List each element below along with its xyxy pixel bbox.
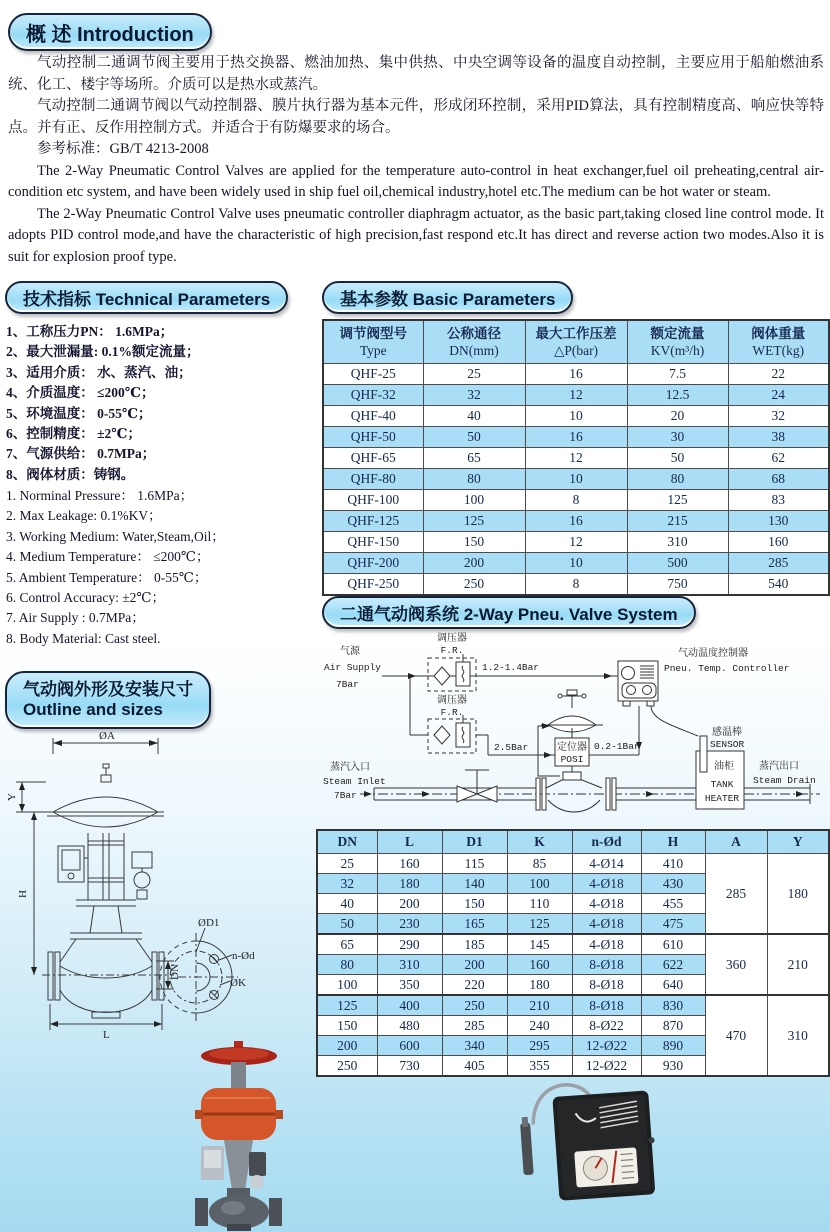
- table-row: [317, 995, 829, 1016]
- svg-text:ØA: ØA: [99, 730, 115, 742]
- svg-text:F.R.: F.R.: [440, 707, 464, 718]
- svg-text:气动温度控制器: 气动温度控制器: [678, 648, 748, 659]
- table-cell: 83: [728, 490, 829, 511]
- table-cell: 68: [728, 469, 829, 490]
- valve-product-photo: [183, 1040, 295, 1232]
- column-header: 公称通径 DN(mm): [423, 320, 525, 364]
- parameter-item: 8、阀体材质：铸钢。: [6, 466, 135, 482]
- section-title-cn: 气动阀外形及安装尺寸: [23, 679, 193, 699]
- table-cell: 430: [641, 874, 705, 894]
- svg-text:感温棒: 感温棒: [712, 727, 742, 738]
- table-cell: 470: [705, 995, 767, 1076]
- table-cell: 180: [767, 854, 829, 935]
- table-row: [323, 553, 829, 574]
- table-cell: 20: [627, 406, 728, 427]
- table-cell: 16: [525, 511, 627, 532]
- column-header: DN: [317, 830, 377, 854]
- column-header: D1: [442, 830, 507, 854]
- table-cell: 250: [423, 574, 525, 596]
- table-cell: 610: [641, 934, 705, 955]
- table-cell: 830: [641, 995, 705, 1016]
- table-cell: 500: [627, 553, 728, 574]
- valve-photo-illustration: [195, 1041, 283, 1231]
- controller-photo-illustration: [518, 1079, 659, 1203]
- table-cell: 8: [525, 490, 627, 511]
- svg-text:油柜: 油柜: [714, 761, 734, 772]
- table-cell: 215: [627, 511, 728, 532]
- table-cell: 32: [317, 874, 377, 894]
- tech-list-cn: [6, 322, 320, 485]
- table-cell: 4-Ø18: [572, 934, 641, 955]
- table-cell: QHF-50: [323, 427, 423, 448]
- svg-text:调压器: 调压器: [437, 633, 467, 644]
- table-cell: 180: [507, 975, 572, 996]
- svg-text:POSI: POSI: [560, 754, 584, 765]
- table-cell: QHF-250: [323, 574, 423, 596]
- section-title: 技术指标 Technical Parameters: [23, 290, 271, 309]
- table-cell: 12: [525, 385, 627, 406]
- filter-regulator-2-icon: [428, 715, 476, 753]
- table-cell: 4-Ø18: [572, 914, 641, 935]
- intro-paragraph-cn-2: 气动控制二通调节阀以气动控制器、膜片执行器为基本元件，形成闭环控制，采用PID算法，具有控制精度高、响应快等特点。并有正、反作用控制方式。并适合于有防爆要求的场合。: [8, 98, 824, 136]
- table-cell: 4-Ø14: [572, 854, 641, 874]
- column-header: Y: [767, 830, 829, 854]
- table-cell: 200: [442, 955, 507, 975]
- column-header: H: [641, 830, 705, 854]
- valve-system-diagram: [322, 628, 830, 828]
- parameter-item: 4、介质温度： ≤200℃；: [6, 385, 155, 401]
- section-header-introduction: [8, 13, 212, 51]
- svg-text:7Bar: 7Bar: [336, 679, 359, 690]
- table-cell: 600: [377, 1036, 442, 1056]
- table-cell: 16: [525, 427, 627, 448]
- table-cell: 930: [641, 1056, 705, 1077]
- table-cell: 38: [728, 427, 829, 448]
- svg-text:ØD1: ØD1: [198, 917, 220, 929]
- svg-text:气源: 气源: [340, 646, 360, 657]
- tech-list-en: [6, 486, 320, 649]
- table-cell: 10: [525, 406, 627, 427]
- table-cell: 180: [377, 874, 442, 894]
- column-header: K: [507, 830, 572, 854]
- table-cell: 480: [377, 1016, 442, 1036]
- temp-controller-photo: [498, 1078, 670, 1218]
- header-row: [323, 320, 829, 364]
- parameter-item: 5、环境温度： 0-55℃；: [6, 405, 152, 421]
- table-cell: 285: [442, 1016, 507, 1036]
- svg-text:调压器: 调压器: [437, 695, 467, 706]
- table-row: [323, 448, 829, 469]
- table-cell: 32: [423, 385, 525, 406]
- table-cell: 10: [525, 469, 627, 490]
- valve-outline-drawing: [6, 728, 308, 1060]
- table-cell: 355: [507, 1056, 572, 1077]
- table-cell: 310: [377, 955, 442, 975]
- table-row: [323, 385, 829, 406]
- table-cell: 310: [627, 532, 728, 553]
- table-cell: 360: [705, 934, 767, 995]
- svg-text:SENSOR: SENSOR: [710, 739, 745, 750]
- intro-reference-standard: 参考标准：GB/T 4213-2008: [37, 141, 209, 157]
- table-cell: 125: [423, 511, 525, 532]
- section-header-basic-parameters: [322, 281, 573, 314]
- table-cell: 160: [507, 955, 572, 975]
- svg-text:Y: Y: [6, 793, 18, 801]
- table-cell: 10: [525, 553, 627, 574]
- table-cell: QHF-100: [323, 490, 423, 511]
- table-cell: 210: [507, 995, 572, 1016]
- table-cell: 8-Ø18: [572, 995, 641, 1016]
- table-row: [323, 490, 829, 511]
- column-header: 阀体重量 WET(kg): [728, 320, 829, 364]
- table-cell: 350: [377, 975, 442, 996]
- section-title-en: Outline and sizes: [23, 700, 163, 719]
- table-cell: 50: [317, 914, 377, 935]
- table-cell: 220: [442, 975, 507, 996]
- table-cell: 25: [423, 364, 525, 385]
- table-cell: 115: [442, 854, 507, 874]
- svg-text:0.2-1Bar: 0.2-1Bar: [594, 741, 640, 752]
- table-cell: 12: [525, 532, 627, 553]
- table-cell: 80: [423, 469, 525, 490]
- table-cell: 455: [641, 894, 705, 914]
- table-cell: 150: [442, 894, 507, 914]
- table-cell: 40: [317, 894, 377, 914]
- svg-text:HEATER: HEATER: [704, 793, 740, 804]
- table-cell: 150: [317, 1016, 377, 1036]
- svg-text:L: L: [103, 1029, 110, 1041]
- table-cell: 750: [627, 574, 728, 596]
- table-cell: 100: [507, 874, 572, 894]
- table-cell: 200: [317, 1036, 377, 1056]
- parameter-item: 1. Norminal Pressure： 1.6MPa；: [6, 488, 194, 503]
- outline-linework: [16, 738, 238, 1030]
- parameter-item: 6. Control Accuracy: ±2℃；: [6, 590, 165, 606]
- table-cell: 240: [507, 1016, 572, 1036]
- table-cell: 7.5: [627, 364, 728, 385]
- table-cell: 890: [641, 1036, 705, 1056]
- table-cell: 160: [728, 532, 829, 553]
- column-header: A: [705, 830, 767, 854]
- table-cell: 145: [507, 934, 572, 955]
- table-cell: 140: [442, 874, 507, 894]
- table-cell: 12-Ø22: [572, 1036, 641, 1056]
- table-cell: QHF-25: [323, 364, 423, 385]
- table-cell: 110: [507, 894, 572, 914]
- table-cell: 295: [507, 1036, 572, 1056]
- svg-text:TANK: TANK: [710, 779, 734, 790]
- table-cell: QHF-80: [323, 469, 423, 490]
- table-cell: 25: [317, 854, 377, 874]
- table-cell: 125: [507, 914, 572, 935]
- intro-paragraph-en-1: The 2-Way Pneumatic Control Valves are applied for the temperature auto-control in heat exchanger,fuel oil preheating,central air-condition etc system, and have been widely used in ship fuel oil,chemical industry,hotel etc.The medium can be hot water or steam.: [8, 162, 824, 200]
- table-cell: 540: [728, 574, 829, 596]
- table-row: [323, 532, 829, 553]
- table-cell: 410: [641, 854, 705, 874]
- svg-text:F.R.: F.R.: [440, 645, 464, 656]
- parameter-item: 2、最大泄漏量: 0.1%额定流量；: [6, 344, 200, 360]
- column-header: 额定流量 KV(m³/h): [627, 320, 728, 364]
- table-cell: QHF-65: [323, 448, 423, 469]
- table-cell: QHF-125: [323, 511, 423, 532]
- table-cell: 8-Ø22: [572, 1016, 641, 1036]
- table-cell: 12: [525, 448, 627, 469]
- column-header: L: [377, 830, 442, 854]
- table-cell: 4-Ø18: [572, 894, 641, 914]
- table-cell: 730: [377, 1056, 442, 1077]
- table-cell: 8-Ø18: [572, 975, 641, 996]
- outline-labels: [6, 730, 255, 1041]
- svg-text:DN: DN: [169, 964, 181, 980]
- table-cell: QHF-150: [323, 532, 423, 553]
- table-cell: 8-Ø18: [572, 955, 641, 975]
- section-title: 基本参数 Basic Parameters: [340, 290, 556, 309]
- table-cell: 250: [442, 995, 507, 1016]
- table-row: [323, 364, 829, 385]
- table-cell: 290: [377, 934, 442, 955]
- table-cell: 12.5: [627, 385, 728, 406]
- parameter-item: 3. Working Medium: Water,Steam,Oil；: [6, 528, 225, 544]
- table-cell: 65: [423, 448, 525, 469]
- table-cell: 622: [641, 955, 705, 975]
- table-cell: 230: [377, 914, 442, 935]
- table-cell: 400: [377, 995, 442, 1016]
- table-row: [317, 934, 829, 955]
- parameter-item: 2. Max Leakage: 0.1%KV；: [6, 508, 162, 524]
- table-cell: 340: [442, 1036, 507, 1056]
- svg-text:定位器: 定位器: [557, 742, 587, 753]
- table-cell: 640: [641, 975, 705, 996]
- table-cell: 40: [423, 406, 525, 427]
- table-cell: 50: [423, 427, 525, 448]
- table-cell: 130: [728, 511, 829, 532]
- section-title: 二通气动阀系统 2-Way Pneu. Valve System: [340, 605, 678, 624]
- dimension-arrows: [19, 740, 171, 1027]
- table-row: [317, 854, 829, 874]
- table-cell: 250: [317, 1056, 377, 1077]
- temp-controller-icon: [618, 661, 658, 706]
- parameter-item: 7. Air Supply : 0.7MPa；: [6, 610, 145, 626]
- svg-text:蒸汽出口: 蒸汽出口: [759, 761, 799, 772]
- table-cell: 125: [627, 490, 728, 511]
- basic-parameters-table: [322, 319, 830, 596]
- table-cell: 185: [442, 934, 507, 955]
- table-cell: 165: [442, 914, 507, 935]
- table-cell: 125: [317, 995, 377, 1016]
- table-cell: 22: [728, 364, 829, 385]
- table-cell: 12-Ø22: [572, 1056, 641, 1077]
- column-header: 最大工作压差 △P(bar): [525, 320, 627, 364]
- table-cell: 65: [317, 934, 377, 955]
- table-cell: 62: [728, 448, 829, 469]
- svg-text:7Bar: 7Bar: [334, 790, 357, 801]
- parameter-item: 5. Ambient Temperature： 0-55℃；: [6, 569, 208, 585]
- parameter-item: 8. Body Material: Cast steel.: [6, 630, 161, 646]
- svg-text:Pneu. Temp. Controller: Pneu. Temp. Controller: [664, 663, 790, 674]
- table-cell: 210: [767, 934, 829, 995]
- svg-text:蒸汽入口: 蒸汽入口: [330, 762, 370, 773]
- system-piping-lines: [360, 676, 820, 804]
- parameter-item: 3、适用介质： 水、蒸汽、油；: [6, 364, 192, 380]
- table-cell: 150: [423, 532, 525, 553]
- table-cell: 285: [728, 553, 829, 574]
- table-cell: 285: [705, 854, 767, 935]
- parameter-item: 1、工称压力PN： 1.6MPa；: [6, 324, 174, 339]
- svg-text:1.2-1.4Bar: 1.2-1.4Bar: [482, 662, 540, 673]
- table-row: [323, 427, 829, 448]
- table-cell: 80: [627, 469, 728, 490]
- svg-text:n-Ød: n-Ød: [232, 950, 255, 962]
- table-cell: 4-Ø18: [572, 874, 641, 894]
- svg-text:ØK: ØK: [230, 977, 246, 989]
- table-cell: 475: [641, 914, 705, 935]
- dimensions-table: [316, 829, 830, 1077]
- intro-paragraph-en-2: The 2-Way Pneumatic Control Valve uses pneumatic controller diaphragm actuator, as the basic part,taking closed line control mode. It adopts PID control mode,and have the characteristic of high precision,fast respond etc.It has direct and reverse action two modes.Also it is suit for explosion proof type.: [8, 205, 824, 265]
- table-cell: 200: [423, 553, 525, 574]
- parameter-item: 7、气源供给： 0.7MPa；: [6, 446, 156, 462]
- table-row: [323, 574, 829, 596]
- parameter-item: 4. Medium Temperature： ≤200℃；: [6, 549, 210, 565]
- table-cell: 200: [377, 894, 442, 914]
- section-header-valve-system: [322, 596, 696, 629]
- intro-paragraph-cn-1: 气动控制二通调节阀主要用于热交换器、燃油加热、集中供热、中央空调等设备的温度自动控制，主要应用于船舶燃油系统、化工、楼宇等场所。介质可以是热水或蒸汽。: [8, 55, 824, 93]
- table-cell: 80: [317, 955, 377, 975]
- table-cell: 85: [507, 854, 572, 874]
- table-cell: 310: [767, 995, 829, 1076]
- table-cell: 30: [627, 427, 728, 448]
- table-cell: QHF-200: [323, 553, 423, 574]
- table-cell: 8: [525, 574, 627, 596]
- parameter-item: 6、控制精度： ±2℃；: [6, 426, 141, 442]
- table-cell: 32: [728, 406, 829, 427]
- table-cell: QHF-32: [323, 385, 423, 406]
- svg-text:Steam Drain: Steam Drain: [753, 775, 816, 786]
- table-row: [323, 469, 829, 490]
- table-cell: 50: [627, 448, 728, 469]
- table-cell: 870: [641, 1016, 705, 1036]
- table-cell: 16: [525, 364, 627, 385]
- table-cell: 405: [442, 1056, 507, 1077]
- svg-text:Air Supply: Air Supply: [324, 662, 382, 673]
- filter-regulator-1-icon: [428, 654, 476, 691]
- section-header-technical-parameters: [5, 281, 288, 314]
- column-header: n-Ød: [572, 830, 641, 854]
- section-header-outline-sizes: [5, 671, 211, 729]
- svg-text:H: H: [17, 890, 29, 898]
- table-cell: 24: [728, 385, 829, 406]
- table-cell: 100: [423, 490, 525, 511]
- table-row: [323, 406, 829, 427]
- table-cell: 100: [317, 975, 377, 996]
- table-cell: 160: [377, 854, 442, 874]
- introduction-text: [8, 53, 824, 268]
- table-cell: QHF-40: [323, 406, 423, 427]
- svg-text:Steam Inlet: Steam Inlet: [323, 776, 386, 787]
- svg-text:2.5Bar: 2.5Bar: [494, 742, 529, 753]
- section-title: 概 述 Introduction: [26, 23, 194, 46]
- table-row: [323, 511, 829, 532]
- manual-valve-icon: [457, 770, 497, 802]
- column-header: 调节阀型号 Type: [323, 320, 423, 364]
- header-row: [317, 830, 829, 854]
